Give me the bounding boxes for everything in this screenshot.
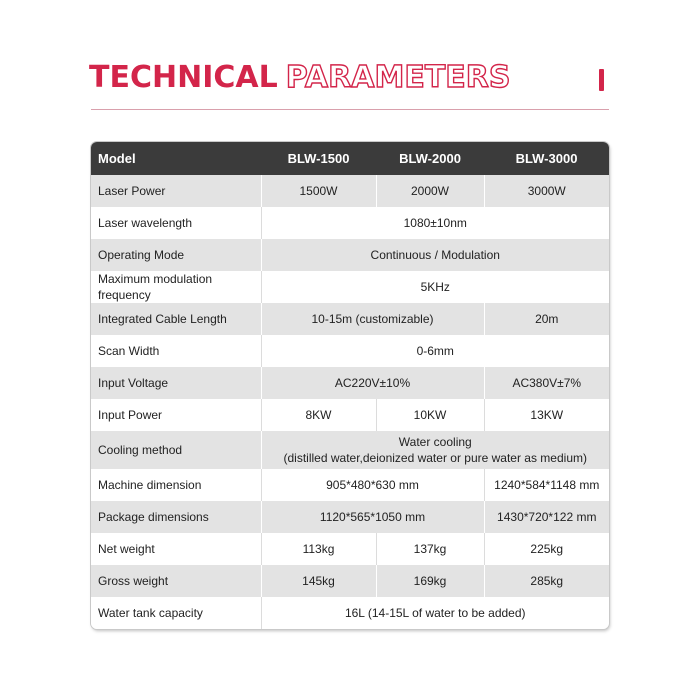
- cell-value: 113kg: [261, 533, 376, 565]
- row-label: Gross weight: [91, 565, 261, 597]
- cell-value: 3000W: [484, 175, 609, 207]
- cell-value: 1240*584*1148 mm: [484, 469, 609, 501]
- row-package-dimensions: [91, 501, 609, 533]
- title-divider: [91, 109, 609, 110]
- cell-value: 1080±10nm: [261, 207, 609, 239]
- cell-value: 169kg: [376, 565, 484, 597]
- title-accent-bar: [599, 69, 604, 91]
- row-label: Net weight: [91, 533, 261, 565]
- row-laser-power: [91, 175, 609, 207]
- row-cable-length: [91, 303, 609, 335]
- header-blw-3000: BLW-3000: [484, 142, 609, 175]
- cell-value: 2000W: [376, 175, 484, 207]
- cooling-line-1: Water cooling: [398, 435, 472, 449]
- cooling-line-2: (distilled water,deionized water or pure water as medium): [283, 451, 587, 465]
- row-label: Machine dimension: [91, 469, 261, 501]
- cell-value: 225kg: [484, 533, 609, 565]
- cell-value: 16L (14-15L of water to be added): [261, 597, 609, 629]
- cell-value: 137kg: [376, 533, 484, 565]
- row-label: Input Voltage: [91, 367, 261, 399]
- row-scan-width: [91, 335, 609, 367]
- row-label: Input Power: [91, 399, 261, 431]
- row-machine-dimension: [91, 469, 609, 501]
- header-blw-1500: BLW-1500: [261, 142, 376, 175]
- page-title: [89, 58, 510, 98]
- cell-value: 1500W: [261, 175, 376, 207]
- cell-value: 1430*720*122 mm: [484, 501, 609, 533]
- cell-value: 1120*565*1050 mm: [261, 501, 484, 533]
- cell-value: AC380V±7%: [484, 367, 609, 399]
- cell-value: 905*480*630 mm: [261, 469, 484, 501]
- cell-value-cooling: [261, 431, 609, 469]
- cell-value: 285kg: [484, 565, 609, 597]
- row-label: Integrated Cable Length: [91, 303, 261, 335]
- row-label: Maximum modulation frequency: [91, 271, 261, 303]
- cell-value: 145kg: [261, 565, 376, 597]
- row-label: Scan Width: [91, 335, 261, 367]
- specifications-table: [91, 142, 609, 629]
- row-input-voltage: [91, 367, 609, 399]
- row-max-modulation-frequency: [91, 271, 609, 303]
- row-label: Water tank capacity: [91, 597, 261, 629]
- row-label: Cooling method: [91, 431, 261, 469]
- title-word-technical: TECHNICAL: [89, 60, 278, 95]
- cell-value: 5KHz: [261, 271, 609, 303]
- row-label: Laser wavelength: [91, 207, 261, 239]
- cell-value: 10KW: [376, 399, 484, 431]
- cell-value: 13KW: [484, 399, 609, 431]
- row-label: Laser Power: [91, 175, 261, 207]
- cell-value: 0-6mm: [261, 335, 609, 367]
- cell-value: 20m: [484, 303, 609, 335]
- row-net-weight: [91, 533, 609, 565]
- row-operating-mode: [91, 239, 609, 271]
- row-label: Package dimensions: [91, 501, 261, 533]
- header-model: Model: [91, 142, 261, 175]
- row-gross-weight: [91, 565, 609, 597]
- header-blw-2000: BLW-2000: [376, 142, 484, 175]
- cell-value: AC220V±10%: [261, 367, 484, 399]
- cell-value: Continuous / Modulation: [261, 239, 609, 271]
- cell-value: 10-15m (customizable): [261, 303, 484, 335]
- row-input-power: [91, 399, 609, 431]
- table-header-row: [91, 142, 609, 175]
- row-water-tank-capacity: [91, 597, 609, 629]
- row-label: Operating Mode: [91, 239, 261, 271]
- row-cooling-method: [91, 431, 609, 469]
- title-word-parameters: PARAMETERS: [285, 60, 511, 95]
- cell-value: 8KW: [261, 399, 376, 431]
- row-laser-wavelength: [91, 207, 609, 239]
